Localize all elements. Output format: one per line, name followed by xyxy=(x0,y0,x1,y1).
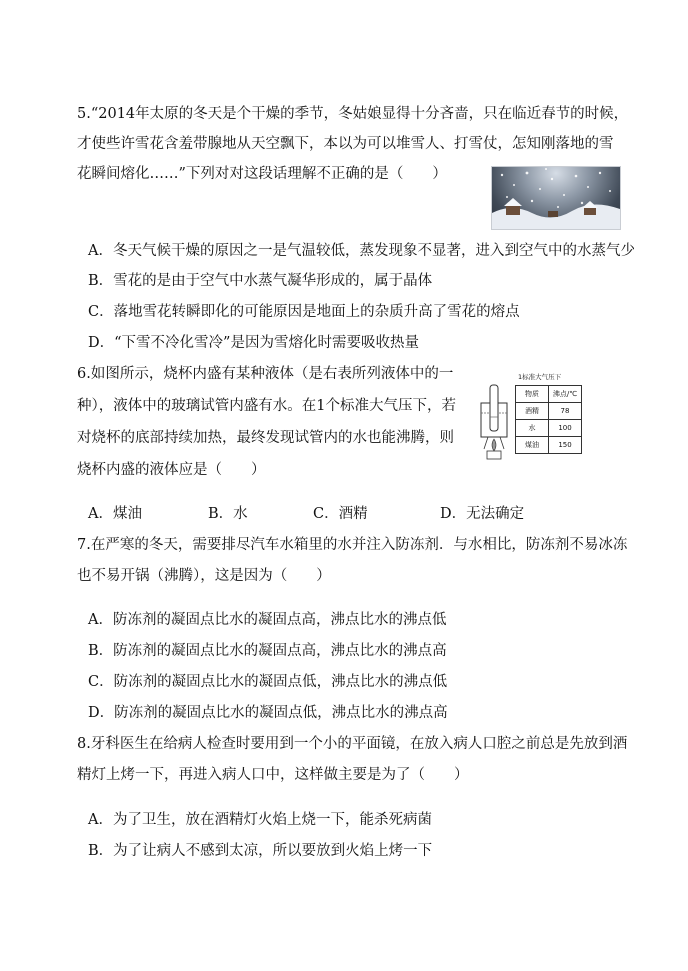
q6-option-b: B．水 xyxy=(208,506,248,522)
q6-option-a: A．煤油 xyxy=(88,506,142,522)
table-cell: 150 xyxy=(549,437,582,454)
q8-stem-line-1: 8.牙科医生在给病人检查时要用到一个小的平面镜，在放入病人口腔之前总是先放到酒 xyxy=(77,736,628,752)
table-cell: 78 xyxy=(549,403,582,420)
boiling-point-figure xyxy=(478,373,616,465)
q5-option-b: B．雪花的是由于空气中水蒸气凝华形成的，属于晶体 xyxy=(88,273,433,289)
q5-option-c: C．落地雪花转瞬即化的可能原因是地面上的杂质升高了雪花的熔点 xyxy=(88,304,520,320)
q5-stem-line-2: 才使些许雪花含羞带腺地从天空飘下，本以为可以堆雪人、打雪仗，怎知刚落地的雪 xyxy=(77,136,614,152)
q6-stem-line-2: 种），液体中的玻璃试管内盛有水。在1个标准大气压下，若 xyxy=(77,398,456,414)
snow-scene-illustration xyxy=(492,167,620,229)
q6-stem-line-4: 烧杯内盛的液体应是（ ） xyxy=(77,462,266,478)
q5-option-a: A．冬天气候干燥的原因之一是气温较低，蒸发现象不显著，进入到空气中的水蒸气少 xyxy=(88,243,635,259)
q6-option-d: D．无法确定 xyxy=(440,506,525,522)
table-row xyxy=(516,437,582,454)
table-row xyxy=(516,403,582,420)
q5-stem-line-3: 花瞬间熔化……”下列对对这段话理解不正确的是（ ） xyxy=(77,166,447,182)
beaker-test-tube-diagram xyxy=(478,373,514,465)
table-row xyxy=(516,386,582,403)
q5-option-d: D．“下雪不冷化雪冷”是因为雪熔化时需要吸收热量 xyxy=(88,335,419,351)
snow-scene-image xyxy=(491,166,621,230)
table-header-cell: 沸点/℃ xyxy=(549,386,582,403)
q5-stem-line-1: 5.“2014年太原的冬天是个干燥的季节，冬姑娘显得十分吝啬，只在临近春节的时候， xyxy=(77,106,629,122)
q8-option-a: A．为了卫生，放在酒精灯火焰上烧一下，能杀死病菌 xyxy=(88,812,432,828)
table-cell: 100 xyxy=(549,420,582,437)
q7-option-c: C．防冻剂的凝固点比水的凝固点低，沸点比水的沸点低 xyxy=(88,674,448,690)
q7-option-a: A．防冻剂的凝固点比水的凝固点高，沸点比水的沸点低 xyxy=(88,612,447,628)
q8-stem-line-2: 精灯上烤一下，再进入病人口中，这样做主要是为了（ ） xyxy=(77,767,469,783)
table-header-cell: 物质 xyxy=(516,386,549,403)
q7-stem-line-1: 7.在严寒的冬天，需要排尽汽车水箱里的水并注入防冻剂．与水相比，防冻剂不易冰冻 xyxy=(77,537,628,553)
boiling-point-table xyxy=(515,385,582,454)
table-row xyxy=(516,420,582,437)
q6-option-c: C．酒精 xyxy=(313,506,368,522)
q7-option-b: B．防冻剂的凝固点比水的凝固点高，沸点比水的沸点高 xyxy=(88,643,447,659)
q7-option-d: D．防冻剂的凝固点比水的凝固点低，沸点比水的沸点高 xyxy=(88,705,448,721)
boiling-table-title: 1标准大气压下 xyxy=(518,373,562,381)
q7-stem-line-2: 也不易开锅（沸腾），这是因为（ ） xyxy=(77,568,331,584)
table-cell: 水 xyxy=(516,420,549,437)
q8-option-b: B．为了让病人不感到太凉，所以要放到火焰上烤一下 xyxy=(88,843,433,859)
table-cell: 煤油 xyxy=(516,437,549,454)
q6-stem-line-1: 6.如图所示，烧杯内盛有某种液体（是右表所列液体中的一 xyxy=(77,366,454,382)
table-cell: 酒精 xyxy=(516,403,549,420)
q6-stem-line-3: 对烧杯的底部持续加热，最终发现试管内的水也能沸腾，则 xyxy=(77,430,454,446)
